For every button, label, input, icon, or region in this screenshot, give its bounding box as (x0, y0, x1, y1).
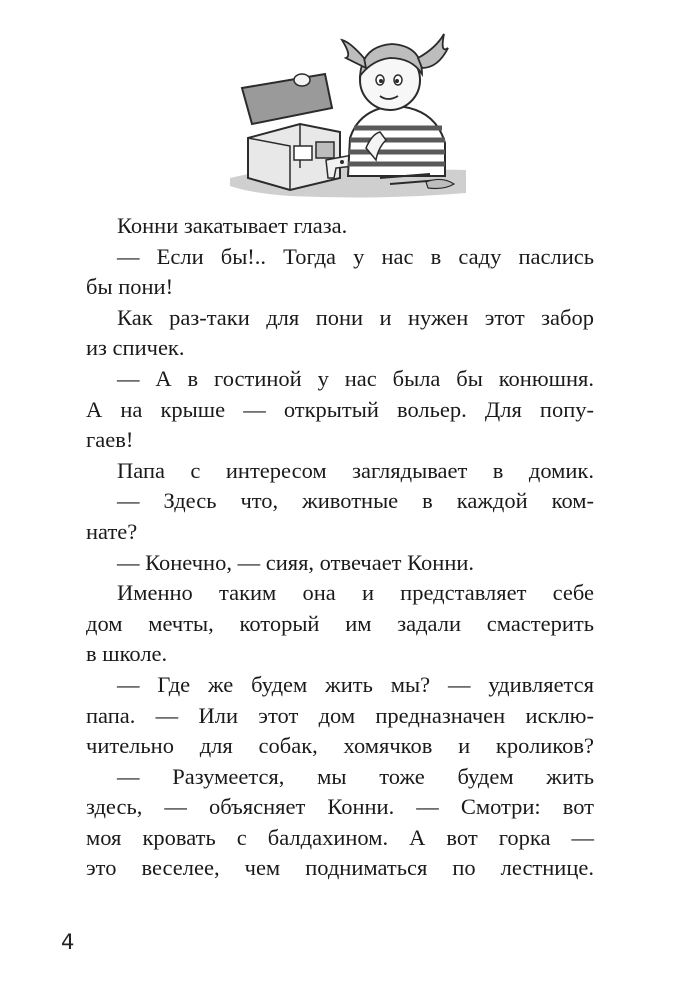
text-line: моя кровать с балдахином. А вот горка — (86, 824, 594, 850)
text-line: здесь, — объясняет Конни. — Смотри: вот (86, 794, 594, 820)
text-line: в школе. (86, 641, 168, 667)
text-line: бы пони! (86, 274, 174, 300)
text-line: — А в гостиной у нас была бы конюшня. (117, 365, 594, 391)
text-line: Как раз-таки для пони и нужен этот забор (117, 304, 594, 330)
text-line: — Если бы!.. Тогда у нас в саду паслись (117, 243, 594, 269)
text-line: — Разумеется, мы тоже будем жить (117, 763, 594, 789)
text-line: папа. — Или этот дом предназначен исклю- (86, 702, 594, 728)
text-line: А на крыше — открытый вольер. Для попу- (86, 396, 594, 422)
text-line: это веселее, чем подниматься по лестнице. (86, 855, 594, 881)
text-line: нате? (86, 518, 138, 544)
text-line: — Здесь что, животные в каждой ком- (117, 488, 594, 514)
text-line: Папа с интересом заглядывает в домик. (117, 457, 594, 483)
text-line: из спичек. (86, 335, 185, 361)
text-line: гаев! (86, 427, 134, 453)
girl-with-dollhouse-illustration (230, 28, 466, 200)
text-line: — Где же будем жить мы? — удивляется (117, 671, 594, 697)
page-number: 4 (61, 930, 75, 954)
text-line: Именно таким она и представляет себе (117, 580, 594, 606)
text-line: — Конечно, — сияя, отвечает Конни. (117, 549, 475, 575)
text-line: дом мечты, который им задали смастерить (86, 610, 594, 636)
body-text (86, 211, 594, 884)
text-line: Конни закатывает глаза. (117, 213, 348, 238)
text-line: чительно для собак, хомячков и кроликов? (86, 733, 594, 759)
